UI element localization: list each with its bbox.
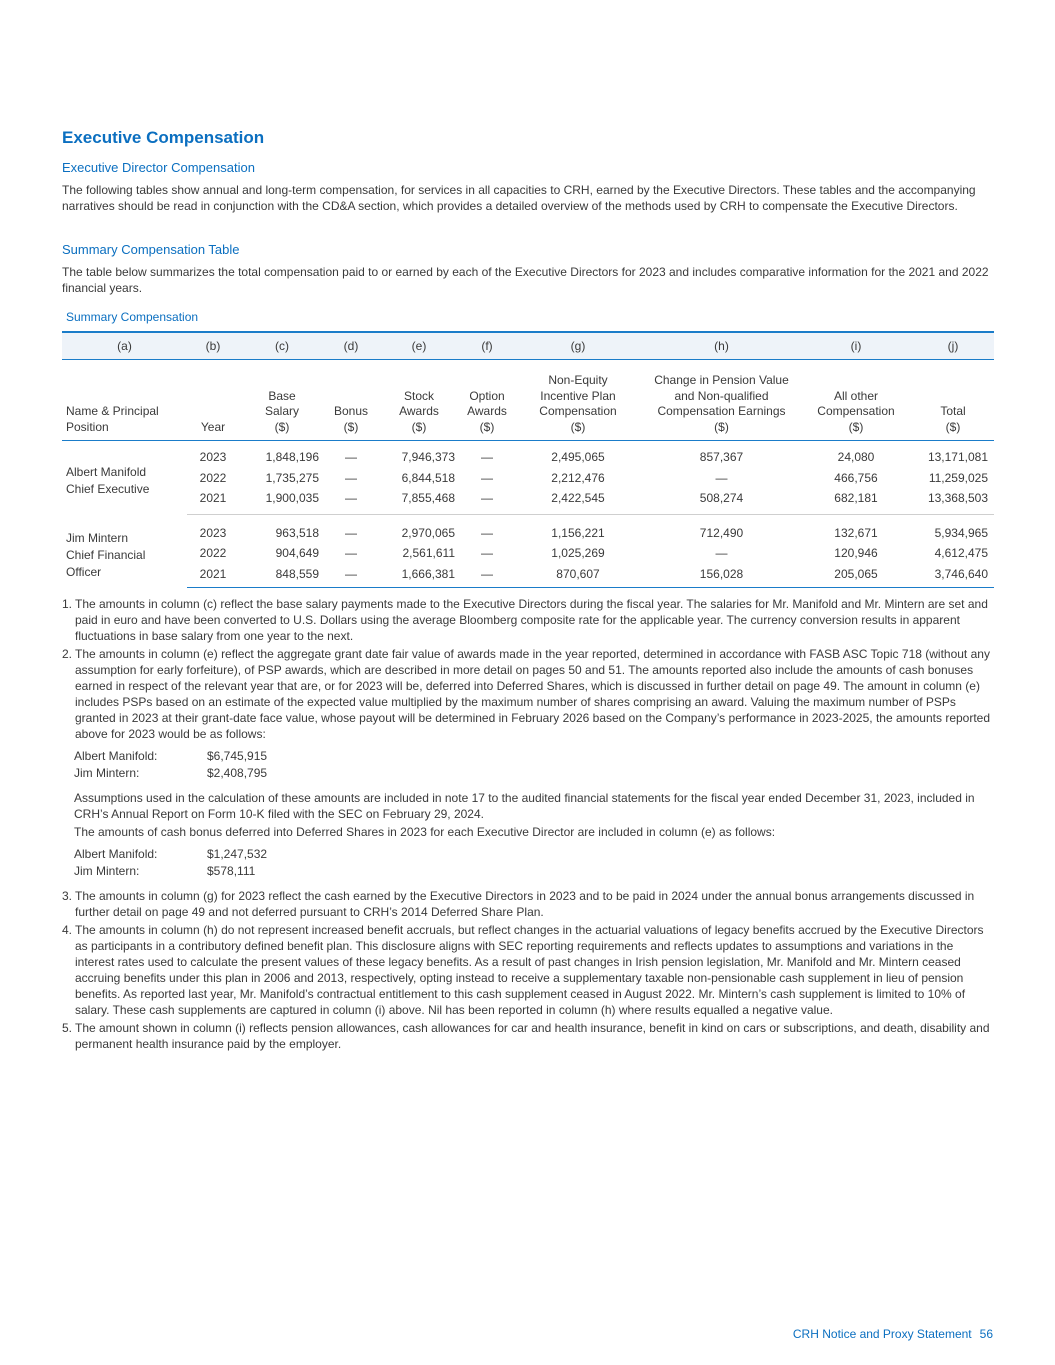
cell-base-salary: 1,735,275	[265, 470, 319, 485]
table-section-title: Summary Compensation Table	[62, 242, 240, 257]
cell-year: 2021	[187, 488, 239, 514]
cell-stock-awards: 6,844,518	[401, 470, 455, 485]
cell-bonus: —	[325, 488, 377, 514]
table-spacer	[62, 514, 994, 523]
cell-total: 4,612,475	[934, 546, 988, 561]
cell-non-equity: 1,025,269	[551, 546, 605, 561]
cell-bonus: —	[325, 564, 377, 588]
table-intro-paragraph: The table below summarizes the total compensation paid to or earned by each of the Executive Directors for 2023 and includes comparative information for the 2021 and 2022 financial years.	[62, 265, 989, 295]
cell-base-salary: 963,518	[275, 525, 319, 540]
header-all-other: All other Compensation ($)	[800, 360, 912, 441]
cell-stock-awards: 7,855,468	[377, 488, 461, 514]
cell-year: 2023	[199, 450, 227, 465]
cell-all-other: 120,946	[834, 546, 878, 561]
cell-option-awards: —	[481, 450, 493, 465]
page-number: 56	[979, 1327, 993, 1341]
executive-position: Chief Executive	[66, 481, 150, 496]
executive-name-cell	[62, 523, 187, 588]
cell-all-other: 682,181	[800, 488, 912, 514]
column-letter: (a)	[62, 332, 187, 360]
header-pension-change: Change in Pension Value and Non-qualified Compensation Earnings ($)	[643, 360, 800, 441]
table-row	[62, 488, 994, 514]
footer-doc-title: CRH Notice and Proxy Statement	[792, 1327, 972, 1341]
header-name-position: Name & Principal Position	[62, 360, 187, 441]
cell-bonus: —	[345, 525, 357, 540]
cell-option-awards: —	[481, 470, 493, 485]
header-non-equity-incentive: Non-Equity Incentive Plan Compensation ($)	[513, 360, 643, 441]
deferred-intro-text: The amounts of cash bonus deferred into Deferred Shares in 2023 for each Executive Director are included in column (e) as follows:	[74, 825, 776, 839]
cell-year: 2023	[199, 525, 227, 540]
column-letter: (c)	[239, 332, 325, 360]
column-letter: (f)	[461, 332, 513, 360]
column-letter: (e)	[377, 332, 461, 360]
cell-option-awards: —	[481, 546, 493, 561]
page-footer	[793, 1327, 993, 1341]
cell-option-awards: —	[481, 525, 493, 540]
cell-all-other: 466,756	[834, 470, 878, 485]
cell-base-salary: 904,649	[275, 546, 319, 561]
deferred-value-row: Albert Manifold: $1,247,532	[74, 847, 268, 861]
column-letter: (d)	[325, 332, 377, 360]
cell-option-awards: —	[461, 488, 513, 514]
cell-option-awards: —	[461, 564, 513, 588]
cell-base-salary: 848,559	[239, 564, 325, 588]
column-letter: (i)	[800, 332, 912, 360]
table-row	[62, 441, 994, 468]
cell-pension-change: 857,367	[699, 450, 744, 465]
cell-non-equity: 870,607	[513, 564, 643, 588]
executive-name-cell	[62, 441, 187, 515]
max-value-row: Albert Manifold: $6,745,915	[74, 749, 268, 763]
cell-year: 2022	[199, 470, 227, 485]
footnote-3: 3. The amounts in column (g) for 2023 reflect the cash earned by the Executive Directors in 2023 and to be paid in 2024 under the annual bonus arrangements discussed in further detail on page 49 and not deferred pursuant to CRH’s 2014 Deferred Share Plan.	[62, 889, 975, 919]
executive-name: Albert Manifold	[66, 464, 147, 479]
cell-non-equity: 2,422,545	[513, 488, 643, 514]
cell-pension-change: 508,274	[643, 488, 800, 514]
executive-name: Jim Mintern	[66, 530, 129, 545]
cell-pension-change: 156,028	[643, 564, 800, 588]
subsection-title: Executive Director Compensation	[62, 160, 255, 175]
cell-year: 2022	[199, 546, 227, 561]
footnote-1: 1. The amounts in column (c) reflect the base salary payments made to the Executive Directors during the fiscal year. The salaries for Mr. Manifold and Mr. Mintern are set and paid in euro and have been converted to U.S. Dollars using the average Bloomberg composite rate for the applicable year. The currency conversion results in apparent fluctuations in base salary from one year to the next.	[62, 597, 988, 643]
cell-all-other: 205,065	[800, 564, 912, 588]
cell-all-other: 132,671	[834, 525, 878, 540]
header-stock-awards: Stock Awards ($)	[377, 360, 461, 441]
assumptions-text: Assumptions used in the calculation of these amounts are included in note 17 to the audited financial statements for the fiscal year ended December 31, 2023, included in CRH’s Annual Report on Form 10-K filed with the SEC on February 29, 2024.	[74, 791, 975, 821]
footnote-2: 2. The amounts in column (e) reflect the aggregate grant date fair value of awards made in the year reported, determined in accordance with FASB ASC Topic 718 (without any assumption for early forfeiture), of PSP awards, which are described in more detail on pages 50 and 51. The amounts reported also include the amounts of cash bonuses earned in respect of the relevant year that are, or for 2023 will be, deferred into Deferred Shares, which is discussed in further detail on page 49. The amount in column (e) includes PSPs based on an estimate of the expected value multiplied by the maximum number of shares comprising an award. Valuing the maximum number of PSPs granted in 2023 at their grant-date face value, whose payout will be determined in February 2026 based on the Company’s performance in 2023-2025, the amounts reported above for 2023 would be as follows:	[62, 647, 991, 741]
cell-non-equity: 2,212,476	[551, 470, 605, 485]
cell-all-other: 24,080	[837, 450, 875, 465]
column-letter: (j)	[912, 332, 994, 360]
summary-compensation-table	[62, 331, 994, 588]
footnote-5: 5. The amount shown in column (i) reflects pension allowances, cash allowances for car and health insurance, benefit in kind on cars or subscriptions, and death, disability and permanent health insurance paid by the employer.	[62, 1021, 990, 1051]
column-header-row	[62, 360, 994, 441]
footnotes	[62, 596, 994, 1054]
cell-base-salary: 1,900,035	[239, 488, 325, 514]
cell-base-salary: 1,848,196	[265, 450, 319, 465]
cell-stock-awards: 7,946,373	[401, 450, 455, 465]
column-letter-row	[62, 332, 994, 360]
cell-year: 2021	[187, 564, 239, 588]
column-letter: (h)	[643, 332, 800, 360]
column-letter: (g)	[513, 332, 643, 360]
max-value-row: Jim Mintern: $2,408,795	[74, 766, 268, 780]
cell-pension-change: 712,490	[699, 525, 744, 540]
cell-non-equity: 1,156,221	[551, 525, 605, 540]
section-title: Executive Compensation	[62, 128, 265, 147]
deferred-value-row: Jim Mintern: $578,111	[74, 864, 256, 878]
cell-pension-change: —	[715, 470, 728, 485]
max-values-list	[62, 748, 994, 782]
cell-bonus: —	[345, 546, 357, 561]
cell-stock-awards: 1,666,381	[377, 564, 461, 588]
deferred-values-list	[62, 846, 994, 880]
cell-stock-awards: 2,561,611	[402, 546, 455, 561]
cell-bonus: —	[345, 470, 357, 485]
table-title: Summary Compensation	[66, 310, 199, 324]
cell-total: 13,171,081	[927, 450, 988, 465]
executive-position: Chief Financial Officer	[66, 547, 146, 579]
cell-total: 5,934,965	[934, 525, 988, 540]
table-row	[62, 468, 994, 489]
intro-paragraph: The following tables show annual and long-term compensation, for services in all capacities to CRH, earned by the Executive Directors. These tables and the accompanying narratives should be read in conjunction with the CD&A section, which provides a detailed overview of the methods used by CRH to compensate the Executive Directors.	[62, 183, 976, 213]
cell-stock-awards: 2,970,065	[401, 525, 455, 540]
header-base-salary: Base Salary ($)	[239, 360, 325, 441]
cell-total: 11,259,025	[928, 470, 988, 485]
header-bonus: Bonus ($)	[325, 360, 377, 441]
cell-bonus: —	[345, 450, 357, 465]
cell-total: 3,746,640	[912, 564, 994, 588]
cell-total: 13,368,503	[912, 488, 994, 514]
table-row	[62, 543, 994, 564]
header-total: Total ($)	[912, 360, 994, 441]
cell-non-equity: 2,495,065	[551, 450, 605, 465]
cell-pension-change: —	[715, 546, 728, 561]
table-row	[62, 564, 994, 588]
header-option-awards: Option Awards ($)	[461, 360, 513, 441]
header-year: Year	[187, 360, 239, 441]
footnote-4: 4. The amounts in column (h) do not represent increased benefit accruals, but reflect changes in the actuarial valuations of legacy benefits accrued by the Executive Directors as participants in a contributory defined benefit plan. This disclosure aligns with SEC reporting requirements and reflects updates to assumptions and variations in the interest rates used to calculate the present values of these legacy benefits. As a result of past changes in Irish pension legislation, Mr. Manifold and Mr. Mintern ceased accruing benefits under this plan in 2006 and 2013, respectively, opting instead to receive a supplementary taxable non-pensionable cash supplement in lieu of pension benefits. As reported last year, Mr. Manifold’s contractual entitlement to this cash supplement ceased in August 2022. Mr. Mintern’s cash supplement is limited to 10% of salary. These cash supplements are captured in column (i) above. Nil has been reported in column (h) where results equalled a negative value.	[62, 923, 984, 1017]
column-letter: (b)	[187, 332, 239, 360]
table-row	[62, 523, 994, 544]
